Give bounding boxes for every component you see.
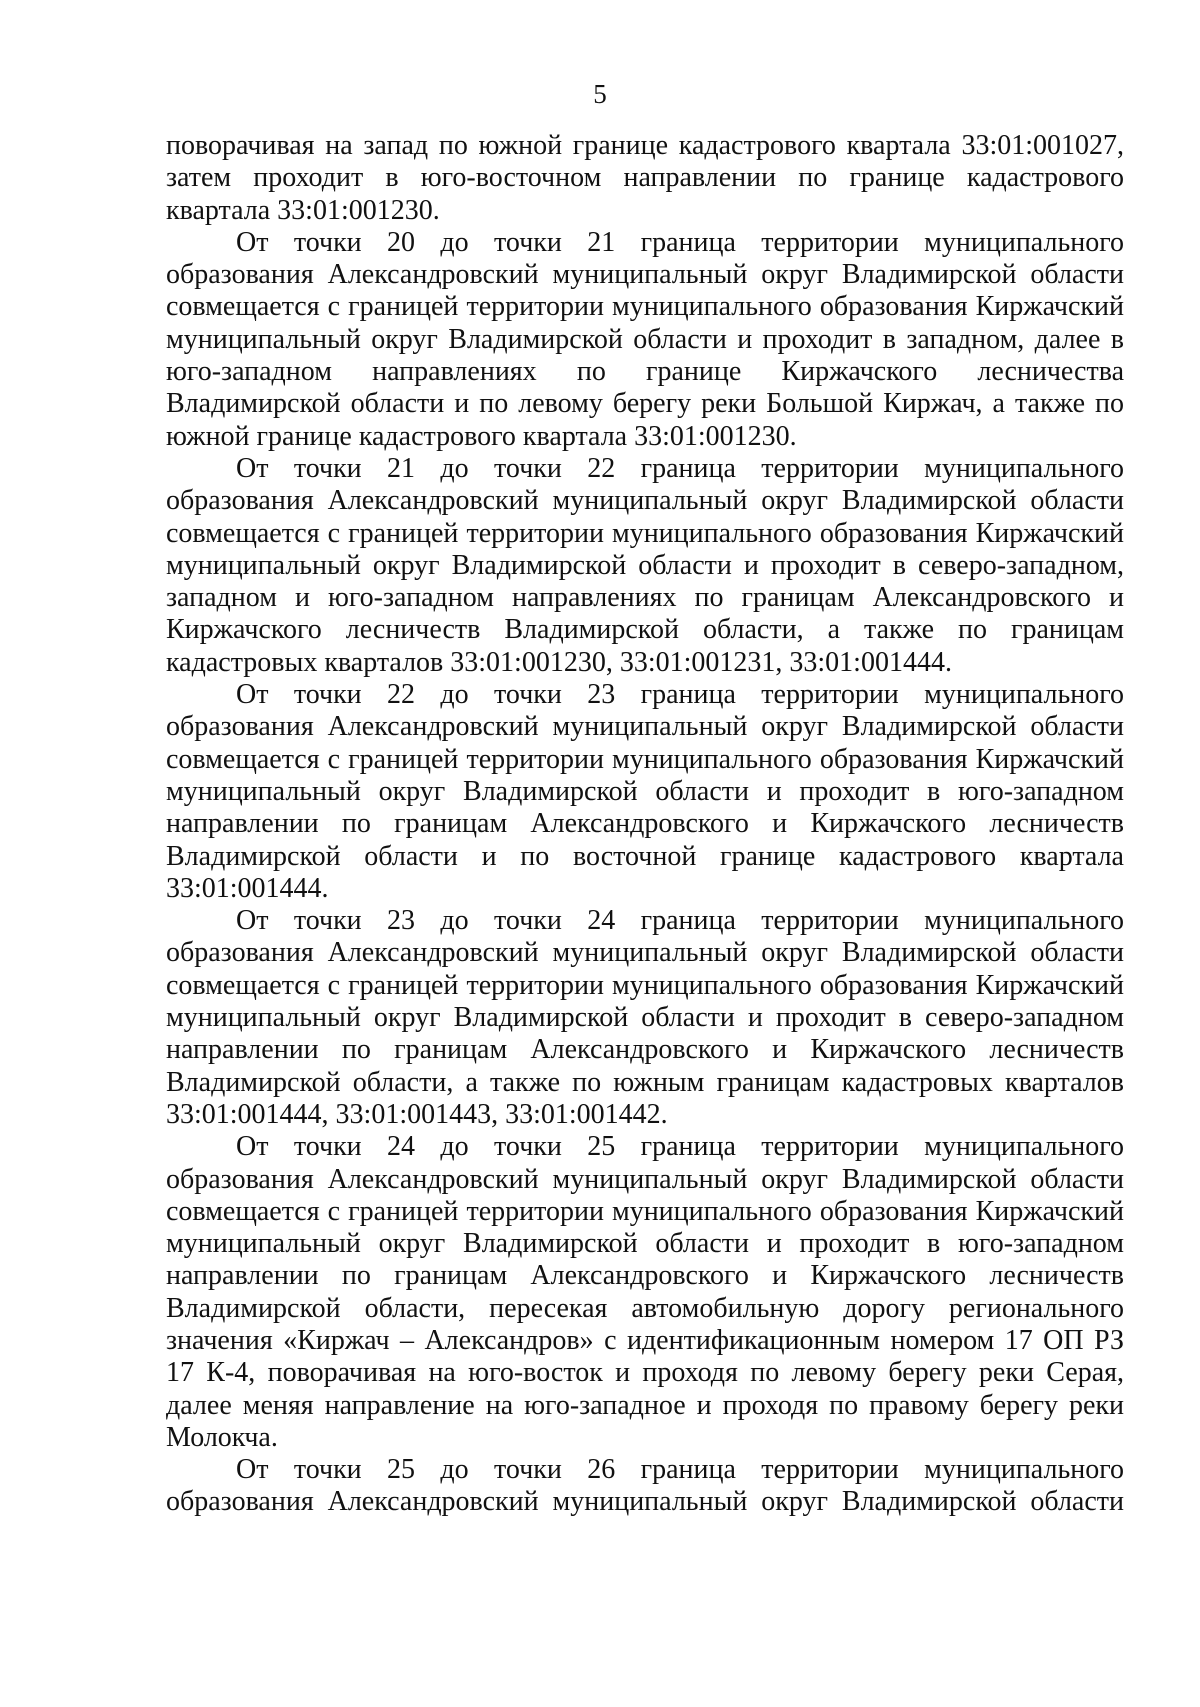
paragraph-point-22-23: От точки 22 до точки 23 граница территории муниципального образования Александровский муниципальный округ Владимирской области совмещается с границей территории муниципального образования Киржачский муниципальный округ Владимирской области и проходит в юго-западном направлении по границам Александровского и Киржачского лесничеств Владимирской области и по восточной границе кадастрового квартала 33:01:001444. bbox=[166, 679, 1124, 904]
paragraph-continuation: поворачивая на запад по южной границе кадастрового квартала 33:01:001027, затем проходит в юго-восточном направлении по границе кадастрового квартала 33:01:001230. bbox=[166, 130, 1124, 226]
paragraph-point-25-26: От точки 25 до точки 26 граница территории муниципального образования Александровский муниципальный округ Владимирской области bbox=[166, 1454, 1124, 1518]
document-body bbox=[166, 130, 1124, 1519]
paragraph-point-21-22: От точки 21 до точки 22 граница территории муниципального образования Александровский муниципальный округ Владимирской области совмещается с границей территории муниципального образования Киржачский муниципальный округ Владимирской области и проходит в северо-западном, западном и юго-западном направлениях по границам Александровского и Киржачского лесничеств Владимирской области, а также по границам кадастровых кварталов 33:01:001230, 33:01:001231, 33:01:001444. bbox=[166, 452, 1124, 678]
page-number: 5 bbox=[593, 79, 607, 109]
paragraph-point-23-24: От точки 23 до точки 24 граница территории муниципального образования Александровский муниципальный округ Владимирской области совмещается с границей территории муниципального образования Киржачский муниципальный округ Владимирской области и проходит в северо-западном направлении по границам Александровского и Киржачского лесничеств Владимирской области, а также по южным границам кадастровых кварталов 33:01:001444, 33:01:001443, 33:01:001442. bbox=[166, 905, 1124, 1130]
paragraph-point-20-21: От точки 20 до точки 21 граница территории муниципального образования Александровский муниципальный округ Владимирской области совмещается с границей территории муниципального образования Киржачский муниципальный округ Владимирской области и проходит в западном, далее в юго-западном направлениях по границе Киржачского лесничества Владимирской области и по левому берегу реки Большой Киржач, а также по южной границе кадастрового квартала 33:01:001230. bbox=[166, 226, 1124, 452]
paragraph-point-24-25: От точки 24 до точки 25 граница территории муниципального образования Александровский муниципальный округ Владимирской области совмещается с границей территории муниципального образования Киржачский муниципальный округ Владимирской области и проходит в юго-западном направлении по границам Александровского и Киржачского лесничеств Владимирской области, пересекая автомобильную дорогу регионального значения «Киржач – Александров» с идентификационным номером 17 ОП РЗ 17 К-4, поворачивая на юго-восток и проходя по левому берегу реки Серая, далее меняя направление на юго-западное и проходя по правому берегу реки Молокча. bbox=[166, 1131, 1124, 1453]
